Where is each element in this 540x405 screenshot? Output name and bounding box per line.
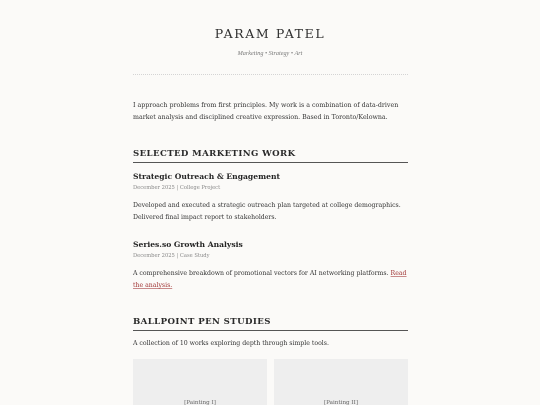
painting-card[interactable]: [133, 359, 267, 405]
work-entry-description: Developed and executed a strategic outreach plan targeted at college demographics. Delivered final impact report to stakeholders.: [133, 202, 401, 221]
work-entry-title: Series.so Growth Analysis: [133, 240, 243, 249]
work-entry-meta: December 2025 | Case Study: [133, 253, 210, 259]
site-name: PARAM PATEL: [214, 26, 326, 41]
work-entry: [133, 240, 408, 292]
site-tagline: Marketing • Strategy • Art: [237, 50, 303, 57]
intro-paragraph: I approach problems from first principles. My work is a combination of data-driven market analysis and disciplined creative expression. Based in Toronto/Kelowna.: [133, 102, 399, 121]
pen-studies-intro: A collection of 10 works exploring depth through simple tools.: [133, 340, 329, 347]
work-entry-description: [133, 268, 408, 292]
work-entry-title: Strategic Outreach & Engagement: [133, 172, 280, 181]
work-entry-description-text: A comprehensive breakdown of promotional vectors for AI networking platforms.: [133, 270, 389, 277]
site-header: [0, 26, 540, 57]
painting-grid: [133, 359, 408, 405]
work-entry-meta: December 2025 | College Project: [133, 185, 221, 191]
painting-card[interactable]: [274, 359, 408, 405]
work-entry: [133, 172, 408, 224]
header-divider: [133, 74, 408, 75]
painting-placeholder-label: [Painting II]: [323, 400, 359, 405]
read-analysis-link[interactable]: Read the analysis.: [133, 270, 407, 289]
painting-placeholder-label: [Painting I]: [184, 400, 216, 405]
section-title-marketing: SELECTED MARKETING WORK: [133, 149, 408, 163]
section-title-pen-studies: BALLPOINT PEN STUDIES: [133, 317, 408, 331]
